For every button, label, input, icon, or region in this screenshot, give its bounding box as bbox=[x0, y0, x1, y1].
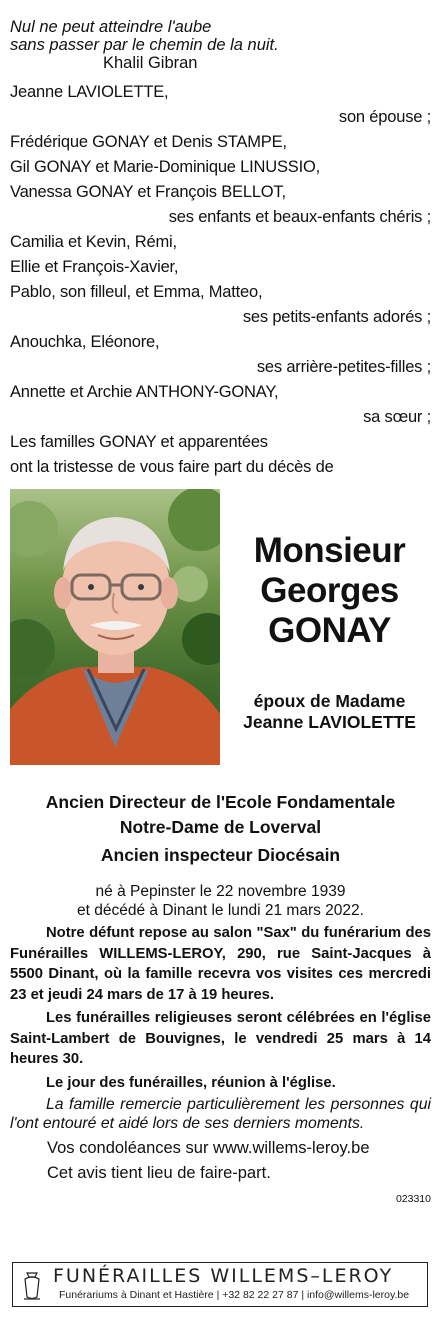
role-line: Ancien inspecteur Diocésain bbox=[100, 845, 341, 865]
notice-line: Cet avis tient lieu de faire-part. bbox=[47, 1164, 271, 1182]
reunion-paragraph: Le jour des funérailles, réunion à l'église. bbox=[46, 1074, 336, 1091]
funeral-home-footer bbox=[12, 1262, 428, 1307]
role-line: Notre-Dame de Loverval bbox=[119, 817, 322, 837]
funerals-paragraph: Les funérailles religieuses seront célébrées en l'église Saint-Lambert de Bouvignes, le vendredi 25 mars à 14 heures 30. bbox=[10, 1010, 431, 1067]
family-line: ses arrière-petites-filles ; bbox=[256, 358, 431, 376]
quote-line-1: Nul ne peut atteindre l'aube bbox=[10, 18, 212, 36]
roles-block bbox=[10, 790, 431, 868]
family-line: ses petits-enfants adorés ; bbox=[242, 308, 431, 326]
family-line: Vanessa GONAY et François BELLOT, bbox=[10, 183, 286, 201]
funeral-home-brand: FUNÉRAILLES WILLEMS–LEROY bbox=[53, 1265, 394, 1287]
family-line: son épouse ; bbox=[338, 108, 431, 126]
deceased-first-name: Georges bbox=[260, 571, 399, 610]
deceased-title: Monsieur bbox=[253, 531, 406, 570]
quote-block bbox=[10, 18, 431, 72]
family-line: Les familles GONAY et apparentées bbox=[10, 433, 268, 451]
spouse-line-2: Jeanne LAVIOLETTE bbox=[243, 712, 416, 732]
death-line: et décédé à Dinant le lundi 21 mars 2022. bbox=[77, 902, 364, 919]
family-line: ses enfants et beaux-enfants chéris ; bbox=[168, 208, 431, 226]
family-line: Pablo, son filleul, et Emma, Matteo, bbox=[10, 283, 263, 301]
family-line: Anouchka, Eléonore, bbox=[10, 333, 160, 351]
role-line: Ancien Directeur de l'Ecole Fondamentale bbox=[45, 792, 396, 812]
funeral-home-contact: Funérariums à Dinant et Hastière | +32 82 22 27 87 | info@willems-leroy.be bbox=[59, 1289, 410, 1301]
birth-line: né à Pepinster le 22 novembre 1939 bbox=[95, 883, 346, 900]
reference-number: 023310 bbox=[395, 1193, 431, 1205]
portrait-section bbox=[10, 489, 431, 766]
family-line: Ellie et François-Xavier, bbox=[10, 258, 179, 276]
family-line: Frédérique GONAY et Denis STAMPE, bbox=[10, 133, 287, 151]
quote-line-2: sans passer par le chemin de la nuit. bbox=[10, 36, 279, 54]
portrait-photo bbox=[10, 489, 220, 765]
family-line: Camilia et Kevin, Rémi, bbox=[10, 233, 177, 251]
birth-death-block bbox=[10, 882, 431, 920]
deceased-last-name: GONAY bbox=[268, 611, 391, 650]
family-line: ont la tristesse de vous faire part du décès de bbox=[10, 458, 334, 476]
urn-logo-icon bbox=[21, 1269, 43, 1301]
thanks-paragraph: La famille remercie particulièrement les personnes qui l'ont entouré et aidé lors de ses derniers moments. bbox=[10, 1096, 431, 1132]
family-list bbox=[10, 80, 431, 480]
spouse-line-1: époux de Madame bbox=[253, 691, 406, 711]
obituary-notice bbox=[10, 18, 431, 1205]
portrait-illustration bbox=[10, 489, 220, 765]
repose-paragraph: Notre défunt repose au salon "Sax" du funérarium des Funérailles WILLEMS-LEROY, 290, rue Saint-Jacques à 5500 Dinant, où la famille recevra vos visites ces mercredi 23 et jeudi 24 mars de 17 à 19 heures. bbox=[10, 925, 431, 1003]
family-line: Gil GONAY et Marie-Dominique LINUSSIO, bbox=[10, 158, 320, 176]
deceased-name-block bbox=[228, 531, 431, 733]
family-line: Annette et Archie ANTHONY-GONAY, bbox=[10, 383, 279, 401]
condolences-line: Vos condoléances sur www.willems-leroy.be bbox=[47, 1139, 370, 1157]
family-line: sa sœur ; bbox=[363, 408, 431, 426]
quote-author: Khalil Gibran bbox=[103, 54, 198, 72]
family-line: Jeanne LAVIOLETTE, bbox=[10, 83, 169, 101]
